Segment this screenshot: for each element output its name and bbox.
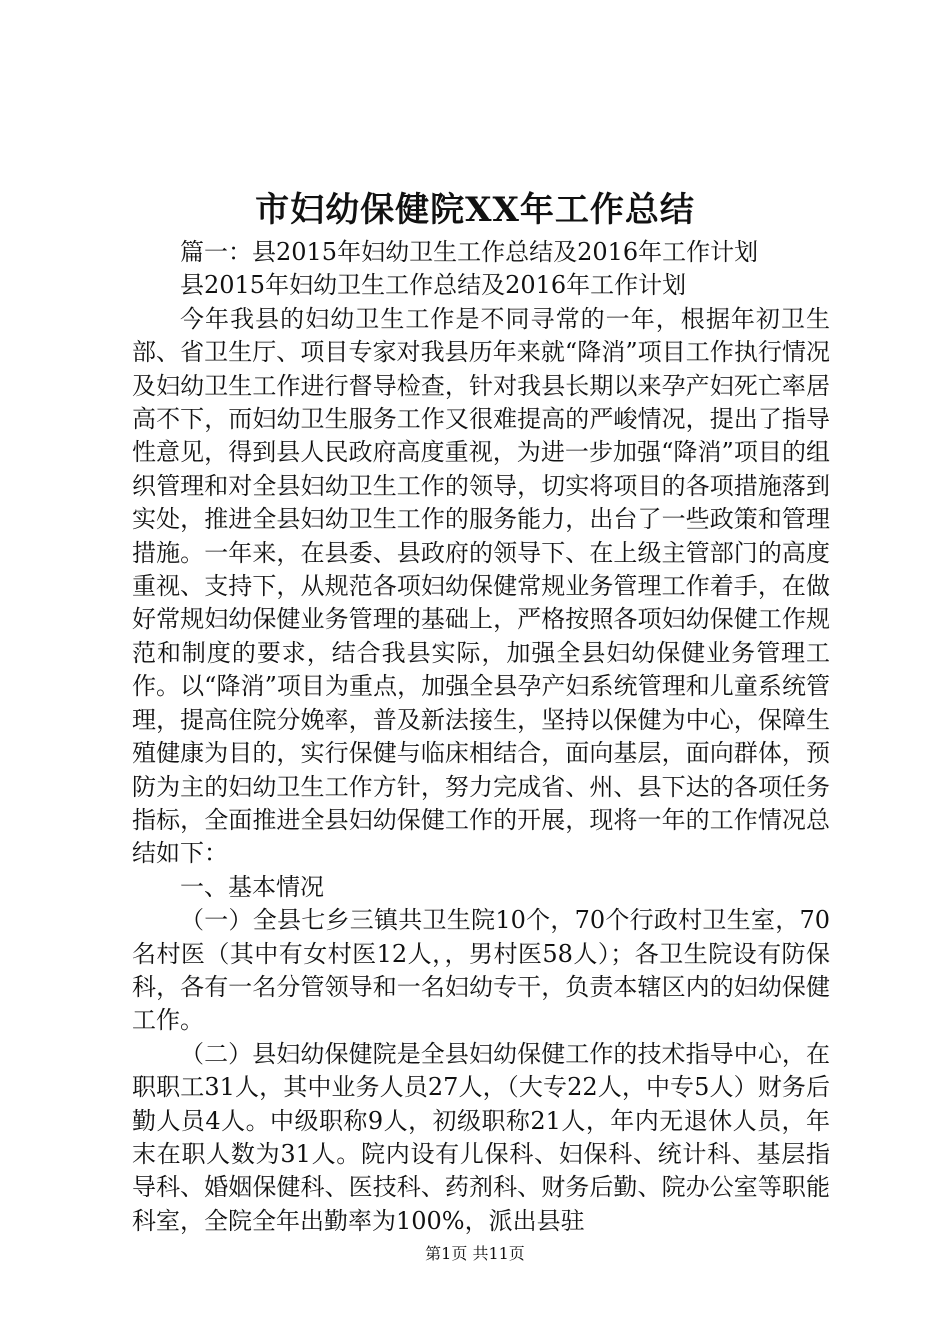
paragraph-item-1: （一）全县七乡三镇共卫生院10个，70个行政村卫生室，70名村医（其中有女村医12人，，男村医58人）；各卫生院设有防保科，各有一名分管领导和一名妇幼专干，负责本辖区内的妇幼保健工作。 bbox=[132, 906, 830, 1035]
paragraph-item-2: （二）县妇幼保健院是全县妇幼保健工作的技术指导中心，在职职工31人，其中业务人员27人，（大专22人，中专5人）财务后勤人员4人。中级职称9人，初级职称21人，年内无退休人员，年末在职人数为31人。院内设有儿保科、妇保科、统计科、基层指导科、婚姻保健科、医技科、药剂科、财务后勤、院办公室等职能科室，全院全年出勤率为100%，派出县驻 bbox=[132, 1039, 830, 1235]
paragraph-heading-2: 县2015年妇幼卫生工作总结及2016年工作计划 bbox=[180, 271, 687, 300]
document-body bbox=[132, 236, 830, 1238]
paragraph-heading-1: 篇一：县2015年妇幼卫生工作总结及2016年工作计划 bbox=[180, 238, 759, 266]
paragraph-intro: 今年我县的妇幼卫生工作是不同寻常的一年，根据年初卫生部、省卫生厅、项目专家对我县历年来就“降消”项目工作执行情况及妇幼卫生工作进行督导检查，针对我县长期以来孕产妇死亡率居高不下，而妇幼卫生服务工作又很难提高的严峻情况，提出了指导性意见，得到县人民政府高度重视，为进一步加强“降消”项目的组织管理和对全县妇幼卫生工作的领导，切实将项目的各项措施落到实处，推进全县妇幼卫生工作的服务能力，出台了一些政策和管理措施。一年来，在县委、县政府的领导下、在上级主管部门的高度重视、支持下，从规范各项妇幼保健常规业务管理工作着手，在做好常规妇幼保健业务管理的基础上，严格按照各项妇幼保健工作规范和制度的要求，结合我县实际，加强全县妇幼保健业务管理工作。以“降消”项目为重点，加强全县孕产妇系统管理和儿童系统管理，提高住院分娩率，普及新法接生，坚持以保健为中心，保障生殖健康为目的，实行保健与临床相结合，面向基层，面向群体，预防为主的妇幼卫生工作方针，努力完成省、州、县下达的各项任务指标，全面推进全县妇幼保健工作的开展，现将一年的工作情况总结如下： bbox=[132, 304, 830, 868]
paragraph-section-heading: 一、基本情况 bbox=[180, 872, 324, 901]
page-footer: 第1页 共11页 bbox=[425, 1244, 525, 1263]
document-title: 市妇幼保健院XX年工作总结 bbox=[255, 190, 695, 230]
